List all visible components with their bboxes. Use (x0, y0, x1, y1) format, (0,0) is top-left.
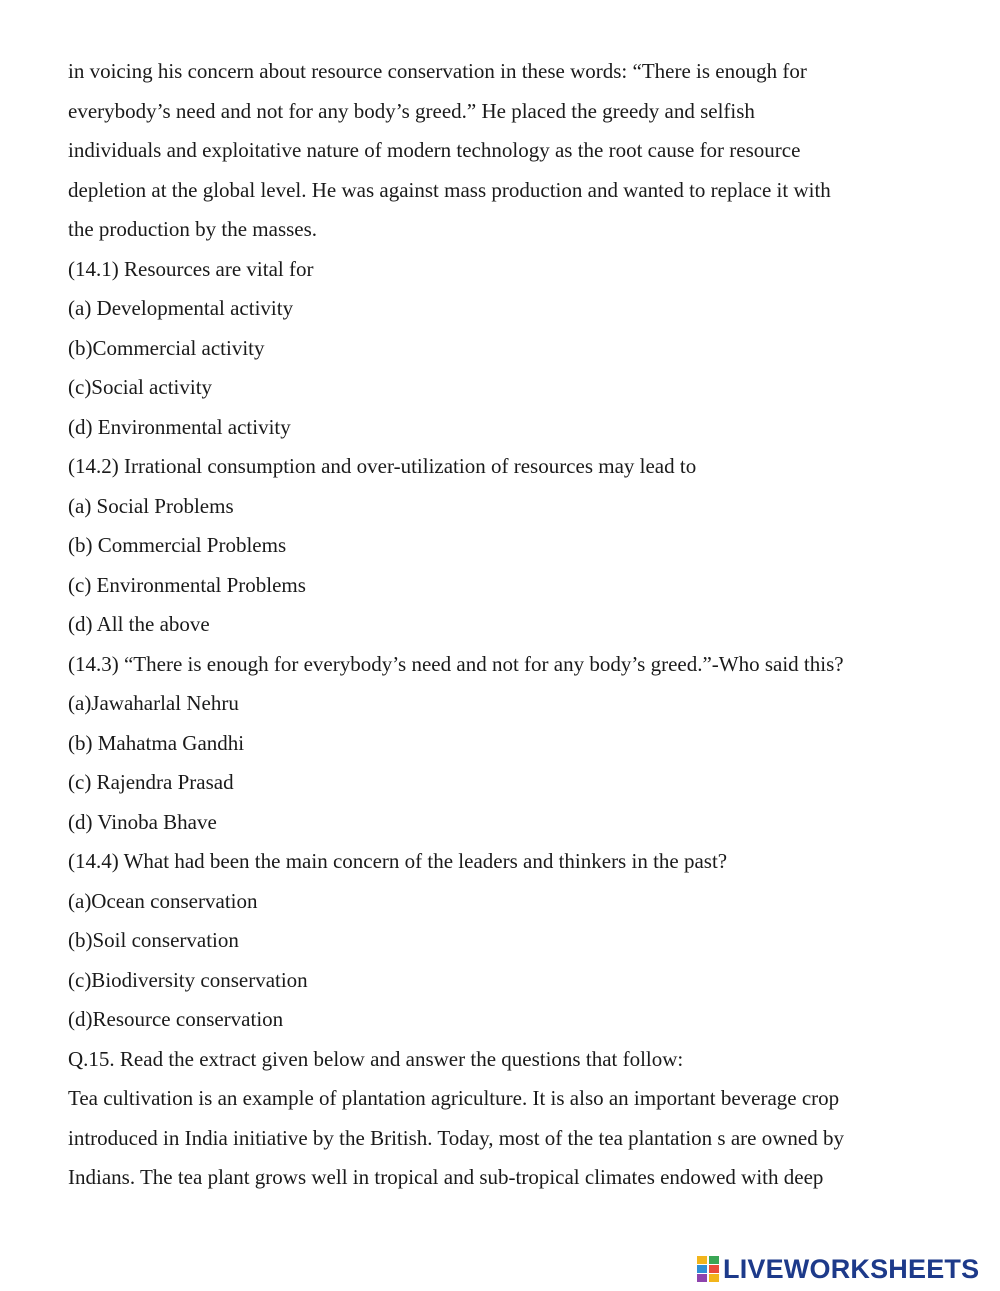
question-14-4: (14.4) What had been the main concern of the leaders and thinkers in the past? (68, 849, 728, 873)
option-14-3-d: (d) Vinoba Bhave (68, 809, 217, 834)
question-14-3: (14.3) “There is enough for everybody’s need and not for any body’s greed.”-Who said this? (68, 651, 844, 676)
option-14-4-d: (d)Resource conservation (68, 1007, 284, 1031)
option-14-1-c: (c)Social activity (68, 375, 213, 399)
option-14-2-a: (a) Social Problems (68, 493, 234, 518)
option-14-3-c: (c) Rajendra Prasad (68, 770, 234, 794)
question-15-heading: Q.15. Read the extract given below and answer the questions that follow: (68, 1046, 684, 1071)
option-14-3-b: (b) Mahatma Gandhi (68, 730, 245, 755)
liveworksheets-brand[interactable] (697, 1252, 979, 1286)
option-14-2-b: (b) Commercial Problems (68, 533, 287, 557)
option-14-2-c: (c) Environmental Problems (68, 572, 306, 597)
extract-line-1: Tea cultivation is an example of plantation agriculture. It is also an important beverage crop (68, 1086, 840, 1110)
text-line-2: everybody’s need and not for any body’s greed.” He placed the greedy and selfish (68, 98, 755, 123)
extract-line-3: Indians. The tea plant grows well in tropical and sub-tropical climates endowed with deep (68, 1165, 824, 1189)
brand-name: LIVEWORKSHEETS (723, 1253, 980, 1284)
option-14-1-b: (b)Commercial activity (68, 335, 265, 360)
text-line-1: in voicing his concern about resource conservation in these words: “There is enough for (68, 59, 807, 83)
option-14-2-d: (d) All the above (68, 612, 210, 636)
question-14-1: (14.1) Resources are vital for (68, 256, 314, 281)
option-14-1-d: (d) Environmental activity (68, 414, 291, 439)
option-14-4-c: (c)Biodiversity conservation (68, 967, 308, 992)
question-14-2: (14.2) Irrational consumption and over-utilization of resources may lead to (68, 454, 697, 478)
document-body (68, 52, 968, 1198)
liveworksheets-logo-icon (697, 1256, 719, 1282)
text-line-3: individuals and exploitative nature of modern technology as the root cause for resource (68, 138, 801, 162)
option-14-4-a: (a)Ocean conservation (68, 888, 258, 913)
text-line-5: the production by the masses. (68, 217, 318, 241)
option-14-4-b: (b)Soil conservation (68, 928, 239, 952)
option-14-3-a: (a)Jawaharlal Nehru (68, 691, 239, 715)
text-line-4: depletion at the global level. He was against mass production and wanted to replace it with (68, 177, 831, 202)
extract-line-2: introduced in India initiative by the British. Today, most of the tea plantation s are owned by (68, 1125, 844, 1150)
option-14-1-a: (a) Developmental activity (68, 296, 294, 320)
